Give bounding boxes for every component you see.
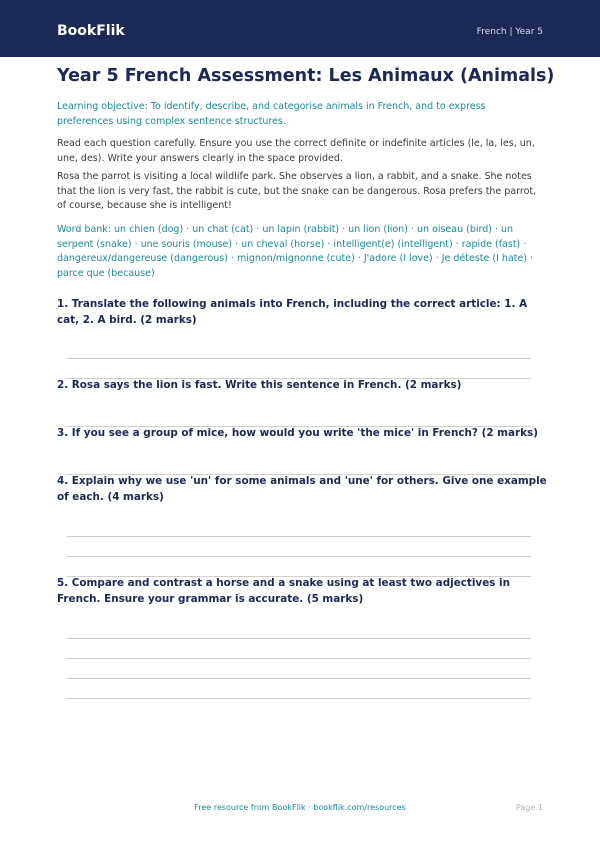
subject-year-label: French | Year 5 — [476, 27, 543, 37]
instructions: Read each question carefully. Ensure you use the correct definite or indefinite articles (le, la, les, un, une, des). Write your answers clearly in the space provided. — [57, 138, 535, 164]
question-5: 5. Compare and contrast a horse and a snake using at least two adjectives in French. Ensure your grammar is accurate. (5 marks) — [57, 577, 511, 605]
answer-line[interactable] — [67, 658, 531, 659]
answer-line[interactable] — [67, 698, 531, 699]
answer-line[interactable] — [67, 358, 531, 359]
question-1: 1. Translate the following animals into French, including the correct article: 1. A cat, 2. A bird. (2 marks) — [57, 298, 528, 326]
page-title: Year 5 French Assessment: Les Animaux (Animals) — [57, 66, 555, 86]
word-bank: Word bank: un chien (dog) · un chat (cat) · un lapin (rabbit) · un lion (lion) · un oiseau (bird) · un serpent (snake) · une souris (mouse) · un cheval (horse) · intelligent(e) (intelligent) · rapide (fast) · dangereux/dangereuse (dangerous) · mignon/mignonne (cute) · J'adore (I love) · Je déteste (I hate) · parce que (because) — [57, 224, 534, 279]
page-number: Page 1 — [516, 803, 543, 812]
question-2: 2. Rosa says the lion is fast. Write this sentence in French. (2 marks) — [57, 379, 462, 391]
question-4: 4. Explain why we use 'un' for some animals and 'une' for others. Give one example of each. (4 marks) — [57, 475, 547, 503]
answer-line[interactable] — [67, 556, 531, 557]
learning-objective: Learning objective: To identify, describe, and categorise animals in French, and to express preferences using complex sentence structures. — [57, 101, 486, 127]
brand-logo: BookFlik — [57, 23, 125, 39]
answer-line[interactable] — [67, 678, 531, 679]
page-header — [0, 0, 600, 57]
question-3: 3. If you see a group of mice, how would you write 'the mice' in French? (2 marks) — [57, 427, 538, 439]
answer-line[interactable] — [67, 638, 531, 639]
answer-line[interactable] — [67, 536, 531, 537]
reading-passage: Rosa the parrot is visiting a local wildlife park. She observes a lion, a rabbit, and a snake. She notes that the lion is very fast, the rabbit is cute, but the snake can be dangerous. Rosa prefers the parrot, of course, because she is intelligent! — [57, 171, 537, 211]
footer-link[interactable]: Free resource from BookFlik · bookflik.com/resources — [194, 803, 406, 812]
